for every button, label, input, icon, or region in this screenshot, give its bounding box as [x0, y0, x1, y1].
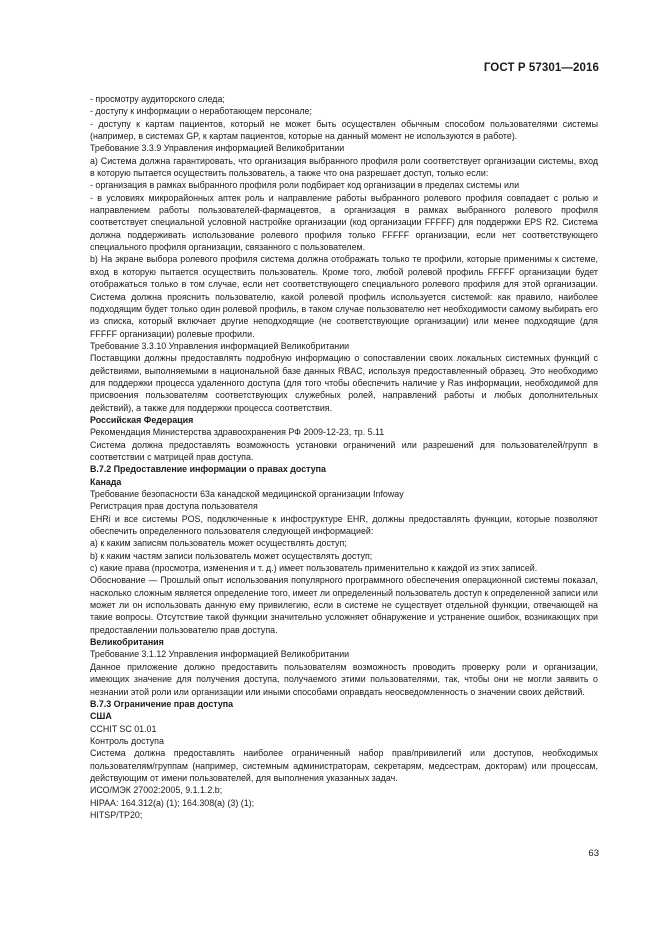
body-paragraph: Контроль доступа	[90, 735, 164, 746]
body-paragraph: b) На экране выбора ролевого профиля система должна отображать только те профили, которые применимы к системе, вход в которую пытается осуществить пользователь. Кроме того, любой ролевой профиль FFFFF организации будет отображаться только в том случае, если нет соответствующего специального ролевого профиля для этой организации. Система должна прояснить пользователю, какой ролевой профиль используется системой: как правило, наиболее подходящим будет только один ролевой профиль, в таком случае пользователю нет необходимости самому выбирать его из списка, который включает другие неподходящие (не соответствующие организации) или менее подходящие (для FFFFF организации) ролевые профили.	[90, 254, 598, 339]
body-paragraph: Требование безопасности 63а канадской медицинской организации Infoway	[90, 489, 404, 499]
body-paragraph: Система должна предоставлять возможность установки ограничений или разрешений для пользователей/групп в соответствии с матрицей прав доступа.	[90, 439, 598, 462]
body-paragraph: Регистрация прав доступа пользователя	[90, 501, 258, 512]
page-number: 63	[588, 848, 599, 859]
body-paragraph: Обоснование — Прошлый опыт использования популярного программного обеспечения операционной системы показал, насколько сложным является определение того, имеет ли определенный пользователь доступ к определенной записи или может ли он использовать данную ему привилегию, если в системе не существует отдельной функции, отвечающей на такие вопросы. Отсутствие такой функции значительно усложняет обнаружение и устранение ошибок, возникающих при предоставлении пользователю прав доступа.	[90, 575, 598, 635]
body-paragraph: - доступу к картам пациентов, который не может быть осуществлен обычным способом пользователями системы (например, в системах GP, к картам пациентов, которые на данный момент не используются в работе).	[90, 118, 598, 142]
body-paragraph: Рекомендация Министерства здравоохранения РФ 2009-12-23, тр. 5.11	[90, 427, 385, 438]
body-paragraph: CCHIT SC 01.01	[90, 723, 157, 734]
body-paragraph: b) к каким частям записи пользователь может осуществлять доступ;	[90, 550, 373, 561]
body-paragraph: - в условиях микрорайонных аптек роль и направление работы выбранного ролевого профиля совпадает с ролью и направлением работы пользователей-фармацевтов, а организация в рамках выбранного ролевого профиля соответствует специальной условной настройке организации (код организации FFFFF) для поддержки EPS R2. Система должна поддерживать использование ролевого профиля только FFFFF организации, если нет соответствующего специального профиля организации, связанного с пользователем.	[90, 192, 598, 253]
body-paragraph: - организация в рамках выбранного профиля роли подбирает код организации в пределах системы или	[90, 180, 520, 191]
body-paragraph: - просмотру аудиторского следа;	[90, 94, 225, 104]
document-body	[90, 93, 598, 821]
section-heading: Канада	[90, 476, 122, 487]
section-heading: Великобритания	[90, 637, 164, 648]
section-heading: В.7.2 Предоставление информации о правах доступа	[90, 464, 326, 475]
body-paragraph: Данное приложение должно предоставить пользователям возможность проводить проверку роли и организации, имеющих значение для получения доступа, получаемого этими пользователями, так, чтобы они не могли заявить о незнании этой роли или организации или иными способами оправдать неосведомленность о значении своих действий.	[90, 661, 598, 697]
section-heading: Российская Федерация	[90, 414, 194, 425]
document-id-header: ГОСТ Р 57301—2016	[483, 62, 599, 74]
section-heading: США	[90, 711, 112, 722]
body-paragraph: EHRi и все системы POS, подключенные к инфоструктуре EHR, должны предоставлять функции, которые позволяют обеспечить определенного пользователя следующей информацией:	[90, 513, 598, 537]
body-paragraph: Система должна предоставлять наиболее ограниченный набор прав/привилегий или доступов, необходимых пользователям/группам (например, системным администраторам, секретарям, медсестрам, докторам) или процессам, действующим от имени пользователей, для выполнения указанных задач.	[90, 748, 598, 783]
body-paragraph: ИСО/МЭК 27002:2005, 9.1.1.2.b;	[90, 785, 223, 796]
body-paragraph: - доступу к информации о неработающем персонале;	[90, 106, 312, 117]
body-paragraph: c) какие права (просмотра, изменения и т. д.) имеет пользователь применительно к каждой из этих записей.	[90, 563, 538, 574]
section-heading: В.7.3 Ограничение прав доступа	[90, 698, 234, 709]
body-paragraph: Требование 3.3.9 Управления информацией Великобритании	[90, 143, 345, 154]
body-paragraph: HIPAA: 164.312(a) (1); 164.308(a) (3) (1);	[90, 797, 255, 808]
body-paragraph: a) Система должна гарантировать, что организация выбранного профиля роли соответствует организации системы, вход в которую пытается осуществить пользователь, а также что она разрешает доступ, только если:	[90, 155, 598, 179]
body-paragraph: HITSP/TP20;	[90, 809, 143, 820]
body-paragraph: Поставщики должны предоставлять подробную информацию о сопоставлении своих локальных системных функций с действиями, выполняемыми в национальной базе данных RBAC, используя предоставленный образец. Это необходимо для поддержки процесса удаленного доступа (для того чтобы обеспечить наличие у Ras информации, необходимой для присвоения пользователям соответствующих служебных ролей, направлений работы и любых дополнительных действий), а также для поддержки процесса соответствия.	[90, 353, 598, 413]
body-paragraph: a) к каким записям пользователь может осуществлять доступ;	[90, 538, 347, 549]
body-paragraph: Требование 3.3.10 Управления информацией Великобритании	[90, 340, 350, 351]
body-paragraph: Требование 3.1.12 Управления информацией Великобритании	[90, 649, 350, 660]
